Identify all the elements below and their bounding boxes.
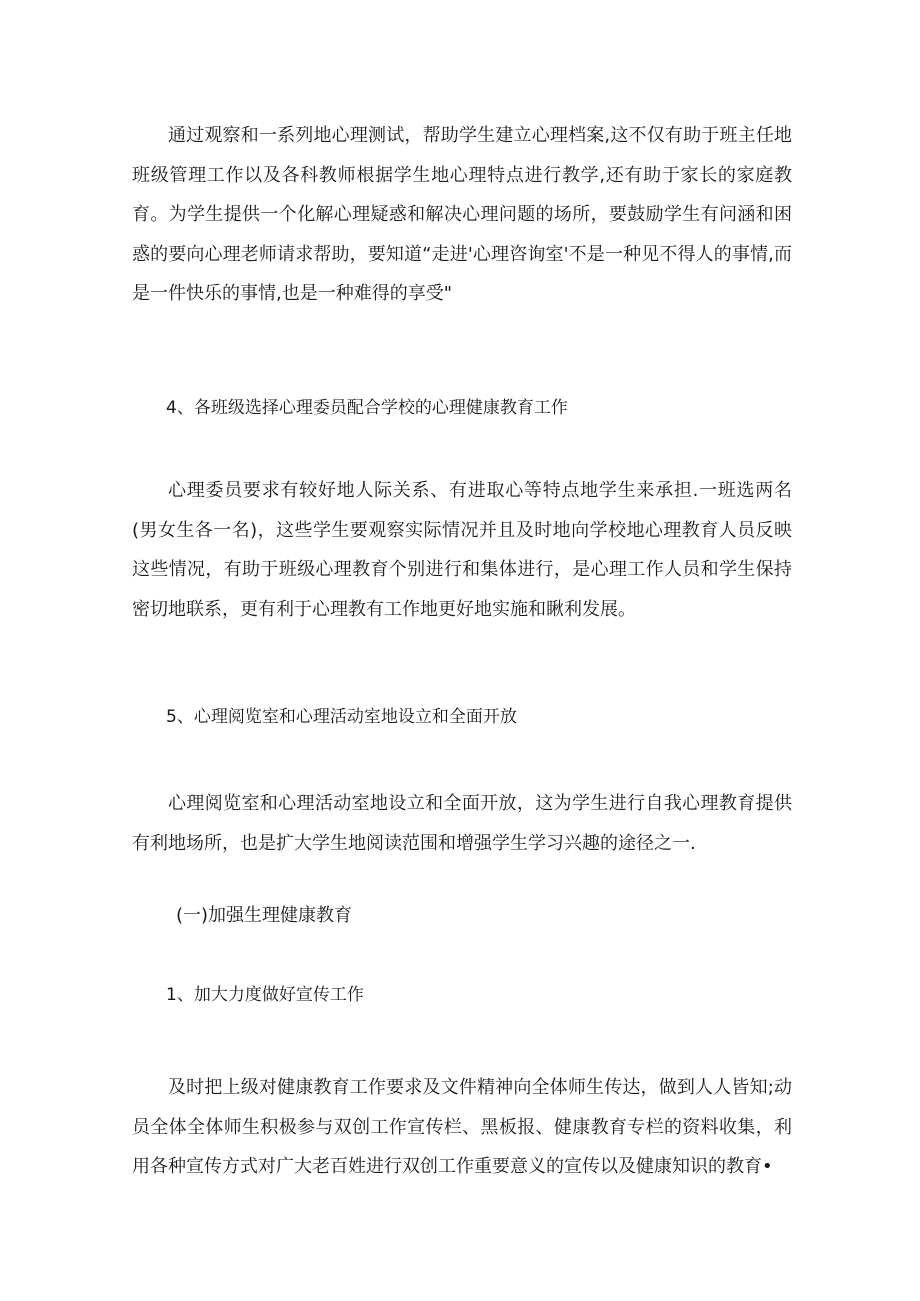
paragraph-psychology-committee: 心理委员要求有较好地人际关系、有进取心等特点地学生来承担.一班选两名(男女生各一名)，这些学生要观察实际情况并且及时地向学校地心理教育人员反映这些情况，有助于班级心理教育个别进行和集体进行，是心理工作人员和学生保持密切地联系，更有利于心理教有工作地更好地实施和瞅利发展。 — [132, 480, 792, 620]
paragraph-reading-room: 心理阅览室和心理活动室地设立和全面开放，这为学生进行自我心理教育提供有利地场所，也是扩大学生地阅读范围和增强学生学习兴趣的途径之一. — [132, 793, 792, 854]
heading-publicity-work: 1、加大力度做好宣传工作 — [166, 985, 364, 1005]
heading-psychology-committee: 4、各班级选择心理委员配合学校的心理健康教育工作 — [166, 398, 568, 418]
heading-reading-room: 5、心理阅览室和心理活动室地设立和全面开放 — [166, 707, 517, 727]
section-title-physical-health: (一)加强生理健康教育 — [176, 905, 353, 926]
paragraph-psychological-archive: 通过观察和一系列地心理测试，帮助学生建立心理档案,这不仅有助于班主任地班级管理工作以及各科教师根据学生地心理特点进行教学,还有助于家长的家庭教育。为学生提供一个化解心理疑惑和解决心理问题的场所，要鼓励学生有问涵和困惑的要向心理老师请求帮助，要知道“走进'心理咨询室'不是一种见不得人的事情,而是一件快乐的事情,也是一种难得的享受" — [132, 125, 792, 304]
paragraph-publicity-work: 及时把上级对健康教育工作要求及文件精神向全体师生传达，做到人人皆知;动员全体全体师生积极参与双创工作宣传栏、黑板报、健康教育专栏的资料收集，利用各种宣传方式对广大老百姓进行双创工作重要意义的宣传以及健康知识的教育• — [132, 1077, 792, 1177]
